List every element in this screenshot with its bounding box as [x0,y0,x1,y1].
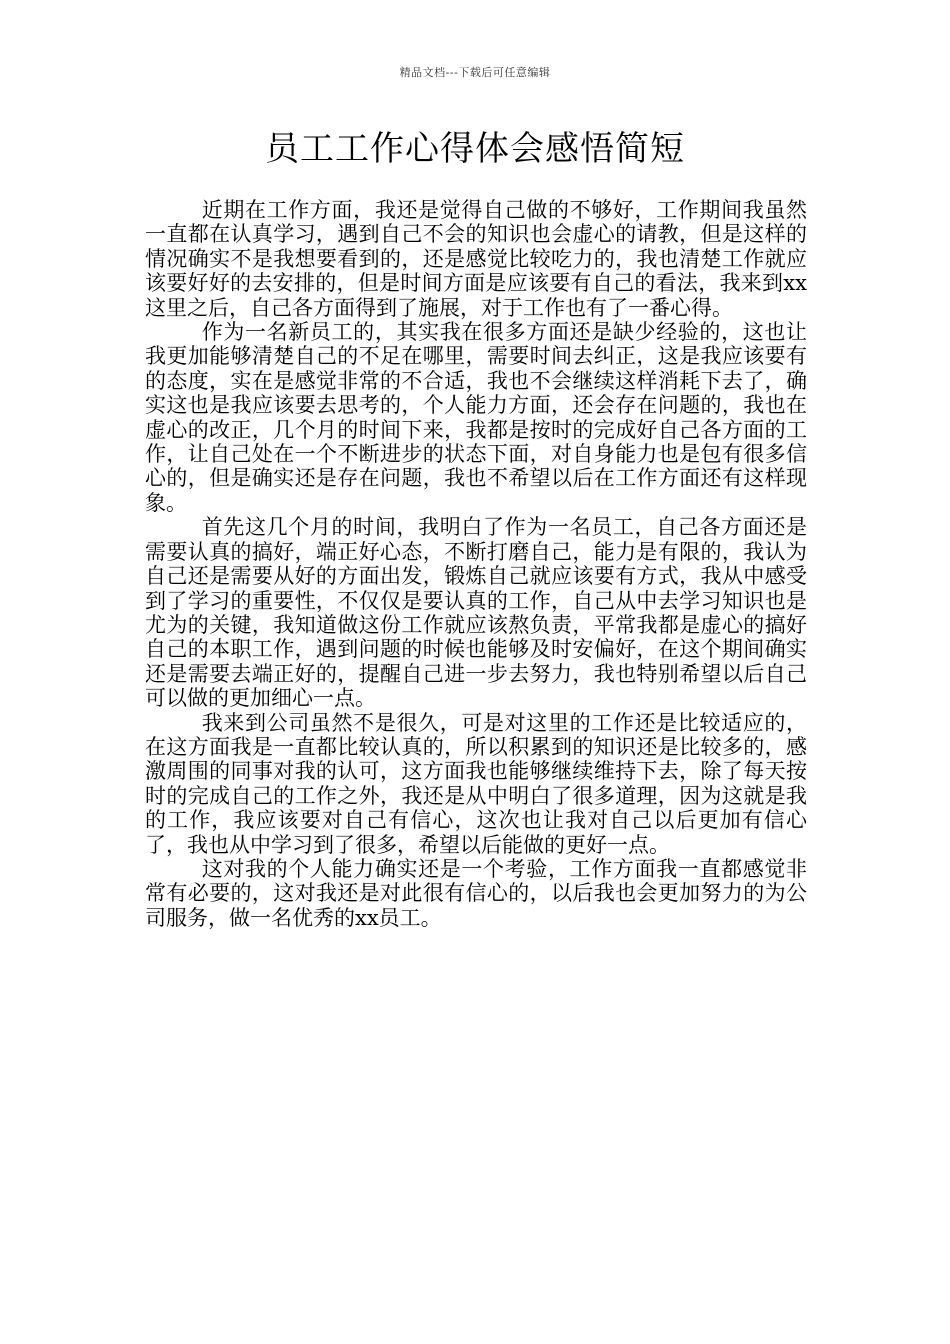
document-title: 员工工作心得体会感悟简短 [265,129,685,169]
body-paragraph-3: 首先这几个月的时间，我明白了作为一名员工，自己各方面还是需要认真的搞好，端正好心态，不断打磨自己，能力是有限的，我认为自己还是需要从好的方面出发，锻炼自己就应该要有方式，我从中感受到了学习的重要性，不仅仅是要认真的工作，自己从中去学习知识也是尤为的关键，我知道做这份工作就应该熬负责，平常我都是虚心的搞好自己的本职工作，遇到问题的时候也能够及时安偏好，在这个期间确实还是需要去端正好的，提醒自己进一步去努力，我也特别希望以后自己可以做的更加细心一点。 [145,515,807,711]
body-paragraph-1: 近期在工作方面，我还是觉得自己做的不够好，工作期间我虽然一直都在认真学习，遇到自己不会的知识也会虚心的请教，但是这样的情况确实不是我想要看到的，还是感觉比较吃力的，我也清楚工作就应该要好好的去安排的，但是时间方面是应该要有自己的看法，我来到xx这里之后，自己各方面得到了施展，对于工作也有了一番心得。 [145,198,807,320]
document-body [145,198,807,930]
body-paragraph-2: 作为一名新员工的，其实我在很多方面还是缺少经验的，这也让我更加能够清楚自己的不足在哪里，需要时间去纠正，这是我应该要有的态度，实在是感觉非常的不合适，我也不会继续这样消耗下去了，确实这也是我应该要去思考的，个人能力方面，还会存在问题的，我也在虚心的改正，几个月的时间下来，我都是按时的完成好自己各方面的工作，让自己处在一个不断进步的状态下面，对自身能力也是包有很多信心的，但是确实还是存在问题，我也不希望以后在工作方面还有这样现象。 [145,320,807,515]
page-header-caption: 精品文档---下载后可任意编辑 [399,66,551,79]
body-paragraph-4: 我来到公司虽然不是很久，可是对这里的工作还是比较适应的，在这方面我是一直都比较认真的，所以积累到的知识还是比较多的，感激周围的同事对我的认可，这方面我也能够继续维持下去，除了每天按时的完成自己的工作之外，我还是从中明白了很多道理，因为这就是我的工作，我应该要对自己有信心，这次也让我对自己以后更加有信心了，我也从中学习到了很多，希望以后能做的更好一点。 [145,710,807,857]
body-paragraph-5: 这对我的个人能力确实还是一个考验，工作方面我一直都感觉非常有必要的，这对我还是对此很有信心的，以后我也会更加努力的为公司服务，做一名优秀的xx员工。 [145,856,807,930]
